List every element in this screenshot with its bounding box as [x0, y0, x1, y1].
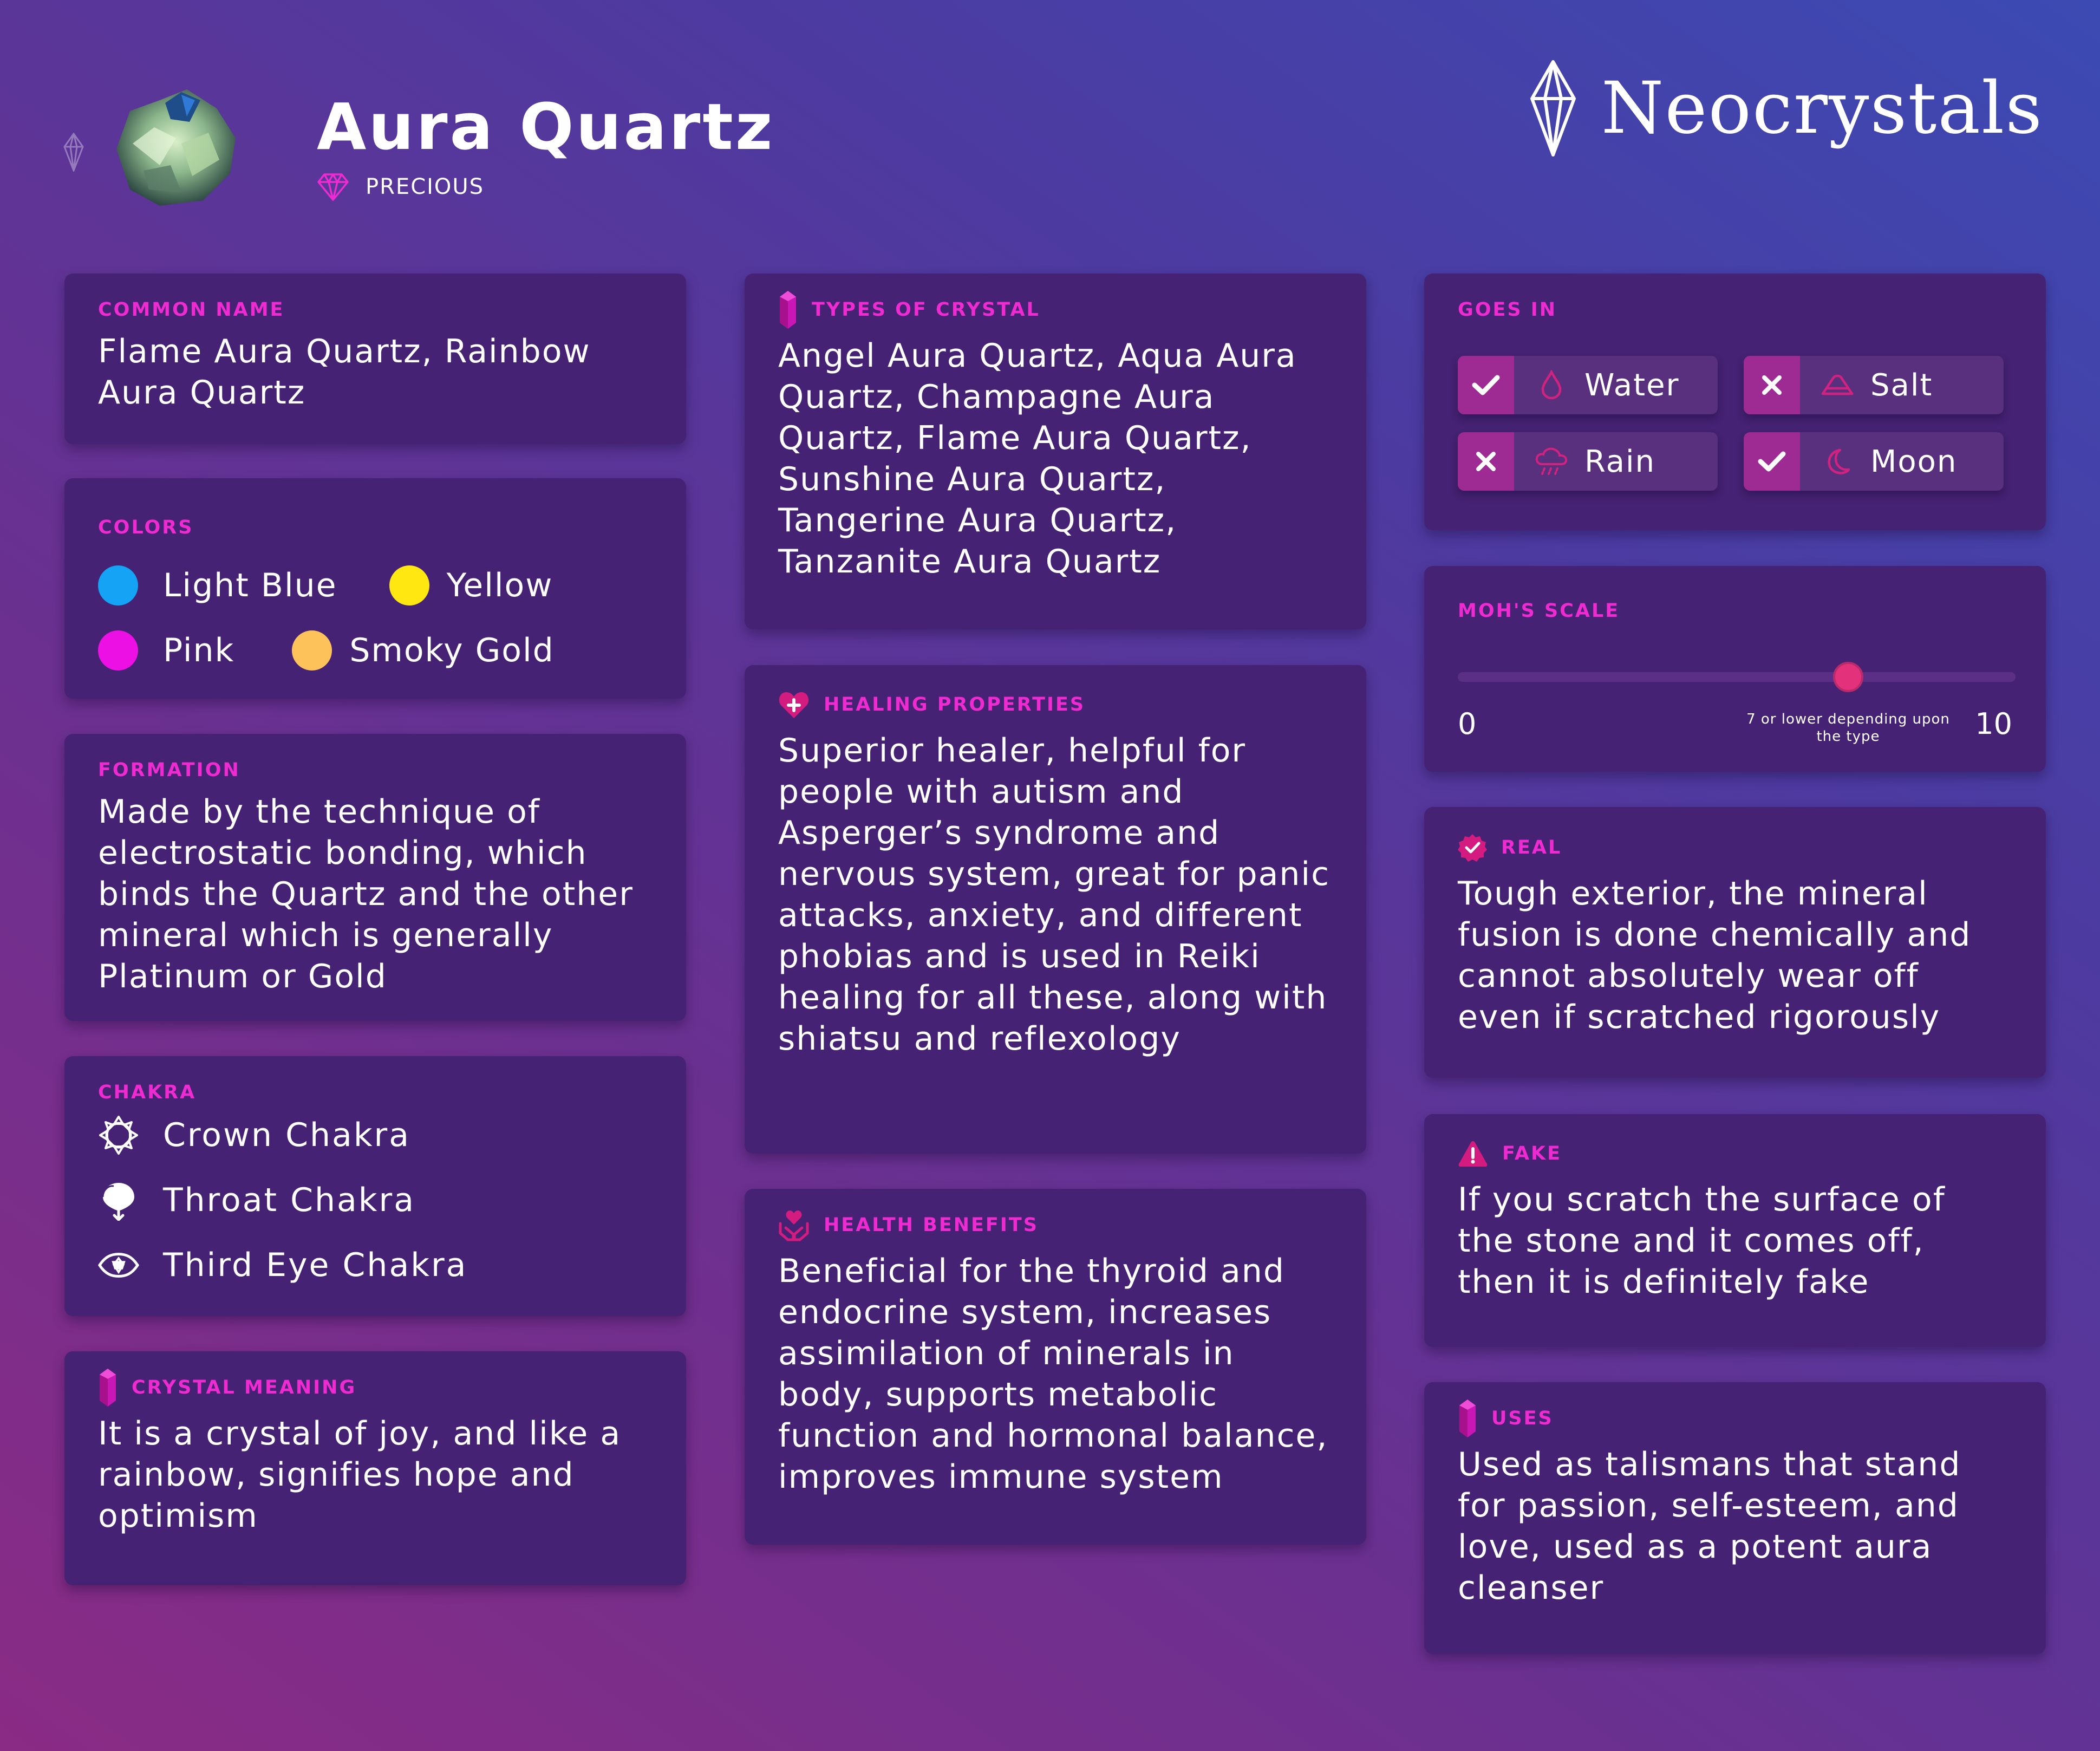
moon-icon	[1824, 447, 1851, 476]
mohs-scale-label: MOH'S SCALE	[1458, 600, 1620, 622]
formation-text: Made by the technique of electrostatic bonding, which binds the Quartz and the other mineral which is generally Platinum or Gold	[98, 793, 634, 995]
color-name: Yellow	[446, 567, 553, 604]
health-benefits-text: Beneficial for the thyroid and endocrine system, increases assimilation of minerals in body, supports metabolic function and hormonal balance, improves immune system	[778, 1252, 1328, 1496]
chakra-name: Crown Chakra	[163, 1116, 410, 1154]
uses-text: Used as talismans that stand for passion, self-esteem, and love, used as a potent aura cleanser	[1458, 1446, 1961, 1607]
formation-card	[64, 734, 686, 1021]
water-option[interactable]	[1458, 356, 1718, 414]
healing-text: Superior healer, helpful for people with autism and Asperger’s syndrome and nervous system, great for panic attacks, anxiety, and different phobias and is used in Reiki healing for all these, along with shiatsu and reflexology	[778, 732, 1331, 1058]
pink-swatch	[98, 630, 138, 671]
crystal-icon	[1458, 1398, 1477, 1439]
water-drop-icon	[1541, 370, 1562, 400]
light-blue-swatch	[98, 565, 138, 606]
color-name: Light Blue	[163, 567, 337, 604]
chakra-name: Third Eye Chakra	[163, 1246, 468, 1284]
crystal-meaning-label: CRYSTAL MEANING	[98, 1374, 653, 1401]
fake-card	[1424, 1114, 2046, 1347]
hands-heart-icon	[778, 1208, 810, 1242]
goes-in-label: GOES IN	[1458, 299, 1557, 321]
health-benefits-card	[745, 1189, 1366, 1545]
common-name-label: COMMON NAME	[98, 299, 285, 321]
page-title: Aura Quartz	[317, 89, 775, 164]
salt-option[interactable]	[1744, 356, 2004, 414]
real-label: REAL	[1458, 834, 2012, 861]
crystal-icon	[98, 1367, 118, 1408]
check-icon	[1472, 374, 1500, 396]
cross-icon	[1761, 374, 1783, 396]
health-benefits-label: HEALTH BENEFITS	[778, 1212, 1333, 1239]
option-label: Rain	[1584, 444, 1656, 479]
warning-icon	[1458, 1140, 1488, 1168]
crystal-logo-icon	[1530, 60, 1576, 157]
cross-icon	[1475, 451, 1497, 472]
chakra-card	[64, 1056, 686, 1316]
brand-logo	[1530, 60, 2043, 157]
color-list	[98, 565, 661, 695]
mohs-scale-track	[1458, 672, 2016, 682]
yellow-swatch	[389, 565, 429, 606]
moon-option[interactable]	[1744, 432, 2004, 491]
uses-card	[1424, 1382, 2046, 1654]
small-crystal-icon	[63, 133, 84, 172]
healing-card	[745, 665, 1366, 1154]
common-name-card	[64, 274, 686, 444]
gem-icon	[317, 172, 349, 201]
types-label: TYPES OF CRYSTAL	[778, 296, 1333, 323]
colors-label: COLORS	[98, 517, 194, 538]
option-label: Moon	[1870, 444, 1958, 479]
crystal-photo	[100, 79, 246, 214]
types-text: Angel Aura Quartz, Aqua Aura Quartz, Champagne Aura Quartz, Flame Aura Quartz, Sunshine Aura Quartz, Tangerine Aura Quartz, Tanzanite Aura Quartz	[778, 337, 1297, 581]
uses-label: USES	[1458, 1405, 2012, 1432]
types-card	[745, 274, 1366, 629]
rain-option[interactable]	[1458, 432, 1718, 491]
real-card	[1424, 807, 2046, 1078]
formation-label: FORMATION	[98, 759, 240, 781]
crystal-meaning-text: It is a crystal of joy, and like a rainbow, signifies hope and optimism	[98, 1415, 622, 1535]
throat-chakra-icon	[101, 1180, 136, 1221]
option-label: Water	[1584, 367, 1680, 403]
option-label: Salt	[1870, 367, 1933, 403]
color-name: Pink	[163, 632, 235, 669]
crown-chakra-icon	[98, 1115, 139, 1156]
chakra-item	[98, 1245, 467, 1286]
chakra-label: CHAKRA	[98, 1082, 197, 1103]
brand-name: Neocrystals	[1601, 67, 2043, 150]
tier-label: PRECIOUS	[366, 174, 485, 199]
crystal-meaning-card	[64, 1351, 686, 1585]
tier-badge	[317, 172, 484, 201]
mohs-scale-card	[1424, 566, 2046, 772]
verified-badge-icon	[1458, 833, 1487, 862]
fake-text: If you scratch the surface of the stone and it comes off, then it is definitely fake	[1458, 1181, 1946, 1301]
heart-plus-icon	[778, 690, 810, 719]
chakra-name: Throat Chakra	[163, 1181, 415, 1219]
color-row	[98, 630, 661, 671]
healing-label: HEALING PROPERTIES	[778, 691, 1333, 718]
color-row	[98, 565, 661, 606]
real-text: Tough exterior, the mineral fusion is done chemically and cannot absolutely wear off even if scratched rigorously	[1458, 875, 1972, 1036]
check-icon	[1758, 451, 1786, 472]
goes-in-card	[1424, 274, 2046, 530]
color-name: Smoky Gold	[349, 632, 555, 669]
colors-card	[64, 478, 686, 699]
mohs-scale-marker	[1833, 662, 1863, 692]
smoky-gold-swatch	[292, 630, 332, 671]
chakra-list	[98, 1115, 467, 1310]
crystal-icon	[778, 289, 798, 330]
mohs-scale-min: 0	[1458, 707, 1477, 741]
fake-label: FAKE	[1458, 1140, 2012, 1167]
mohs-scale-note: 7 or lower depending upon the type	[1746, 711, 1950, 745]
salt-pile-icon	[1821, 373, 1854, 397]
rain-cloud-icon	[1535, 446, 1568, 477]
chakra-item	[98, 1180, 467, 1221]
mohs-scale-max: 10	[1975, 707, 2012, 741]
third-eye-chakra-icon	[98, 1252, 139, 1279]
chakra-item	[98, 1115, 467, 1156]
common-name-text: Flame Aura Quartz, Rainbow Aura Quartz	[98, 333, 591, 412]
